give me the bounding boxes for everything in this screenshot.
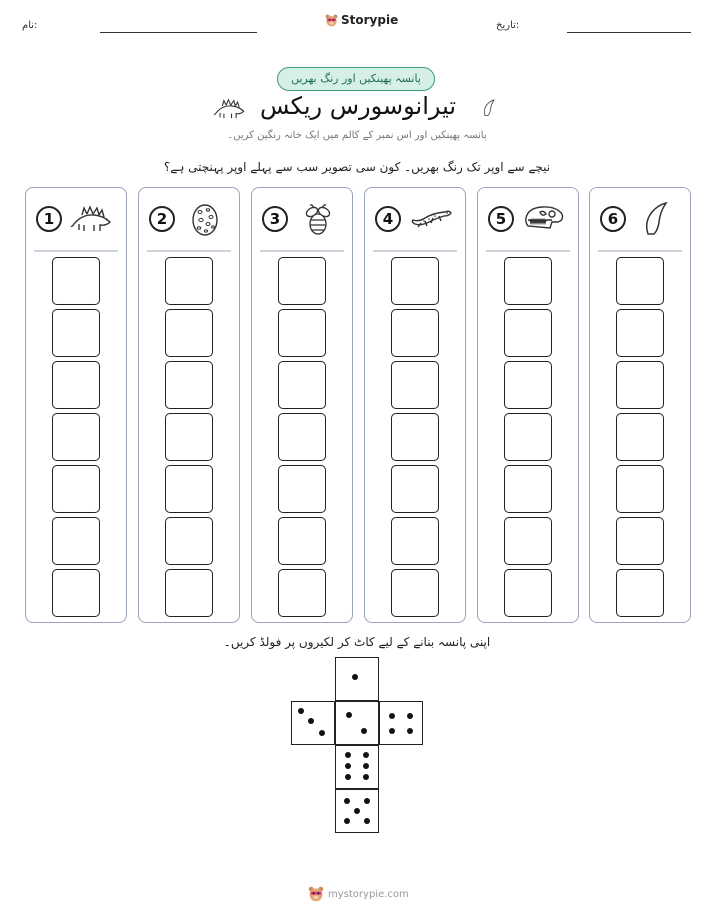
dice-pip [319,730,325,736]
stegosaurus-icon [70,202,114,236]
color-box[interactable] [278,361,326,409]
column-3 [251,187,353,623]
column-divider [147,250,231,252]
color-box[interactable] [616,361,664,409]
footer-url[interactable]: mystorypie.com [328,888,409,900]
color-box[interactable] [165,465,213,513]
color-box[interactable] [52,257,100,305]
color-box[interactable] [278,257,326,305]
date-line[interactable] [567,32,691,33]
color-box[interactable] [52,309,100,357]
color-box[interactable] [278,309,326,357]
instructions-subtitle: پانسہ پھینکیں اور اس نمبر کے کالم میں ایک خانہ رنگین کریں۔ [227,130,487,141]
page-title: تیرانوسورس ریکس [260,92,457,120]
dice-face-6 [335,745,379,789]
dice-pip [389,713,395,719]
column-divider [486,250,570,252]
color-box[interactable] [504,569,552,617]
color-box[interactable] [504,465,552,513]
dice-pip [298,708,304,714]
column-header [36,202,116,238]
dice-pip [389,728,395,734]
bear-icon [308,886,324,902]
color-box[interactable] [165,517,213,565]
dice-instructions: اپنی پانسہ بنانے کے لیے کاٹ کر لکیروں پر فولڈ کریں۔ [223,635,491,649]
column-number: 5 [488,206,514,232]
bee-icon [296,202,340,236]
color-box[interactable] [391,569,439,617]
column-header [149,202,229,238]
dice-pip [407,713,413,719]
dice-pip [364,818,370,824]
name-label: نام: [22,20,38,31]
column-divider [373,250,457,252]
column-divider [34,250,118,252]
color-box[interactable] [616,257,664,305]
dice-pip [344,818,350,824]
color-box[interactable] [616,413,664,461]
color-box[interactable] [504,517,552,565]
column-1 [25,187,127,623]
color-box[interactable] [504,257,552,305]
column-divider [260,250,344,252]
column-number: 1 [36,206,62,232]
lizard-icon [409,202,453,236]
dice-pip [345,774,351,780]
color-box[interactable] [391,361,439,409]
dice-pip [344,798,350,804]
color-box[interactable] [391,413,439,461]
dice-pip [345,752,351,758]
activity-badge: پانسہ پھینکیں اور رنگ بھریں [277,67,435,91]
color-box[interactable] [165,569,213,617]
color-box[interactable] [278,517,326,565]
dice-face-4 [379,701,423,745]
color-box[interactable] [391,465,439,513]
color-box[interactable] [616,569,664,617]
column-header [375,202,455,238]
column-number: 2 [149,206,175,232]
column-6 [589,187,691,623]
color-box[interactable] [278,465,326,513]
column-4 [364,187,466,623]
dice-pip [352,674,358,680]
brand-name: Storypie [341,13,399,27]
color-box[interactable] [165,413,213,461]
column-header [262,202,342,238]
column-number: 6 [600,206,626,232]
color-box[interactable] [278,569,326,617]
footer [308,886,409,902]
color-box[interactable] [616,465,664,513]
title-row [212,92,502,126]
dice-pip [361,728,367,734]
tooth-icon [478,92,500,124]
color-box[interactable] [165,361,213,409]
color-box[interactable] [391,517,439,565]
dice-pip [364,798,370,804]
color-box[interactable] [52,465,100,513]
color-box[interactable] [52,569,100,617]
dice-face-2 [335,701,379,745]
color-box[interactable] [278,413,326,461]
color-box[interactable] [504,413,552,461]
dice-pip [363,774,369,780]
column-number: 3 [262,206,288,232]
dice-face-3 [291,701,335,745]
tooth-claw-icon [634,202,678,236]
dice-pip [346,712,352,718]
color-box[interactable] [504,309,552,357]
color-box[interactable] [391,309,439,357]
color-box[interactable] [616,517,664,565]
dice-pip [407,728,413,734]
stegosaurus-icon [212,96,248,122]
column-header [600,202,680,238]
name-line[interactable] [100,32,257,33]
column-header [488,202,568,238]
color-box[interactable] [52,361,100,409]
color-box[interactable] [52,413,100,461]
dice-face-1 [335,657,379,701]
color-box[interactable] [391,257,439,305]
color-box[interactable] [504,361,552,409]
color-box[interactable] [165,257,213,305]
game-question: نیچے سے اوپر تک رنگ بھریں۔ کون سی تصویر سب سے پہلے اوپر پہنچتی ہے؟ [163,160,551,174]
color-box[interactable] [616,309,664,357]
color-box[interactable] [165,309,213,357]
column-5 [477,187,579,623]
date-label: تاریخ: [496,20,520,31]
dino-skull-icon [522,202,566,236]
dice-pip [354,808,360,814]
column-divider [598,250,682,252]
dice-face-5 [335,789,379,833]
column-number: 4 [375,206,401,232]
brand-logo [325,13,398,27]
dice-pip [363,752,369,758]
column-2 [138,187,240,623]
dice-pip [308,718,314,724]
dice-pip [363,763,369,769]
bear-icon [325,14,338,27]
dice-pip [345,763,351,769]
dino-egg-icon [183,202,227,236]
color-box[interactable] [52,517,100,565]
